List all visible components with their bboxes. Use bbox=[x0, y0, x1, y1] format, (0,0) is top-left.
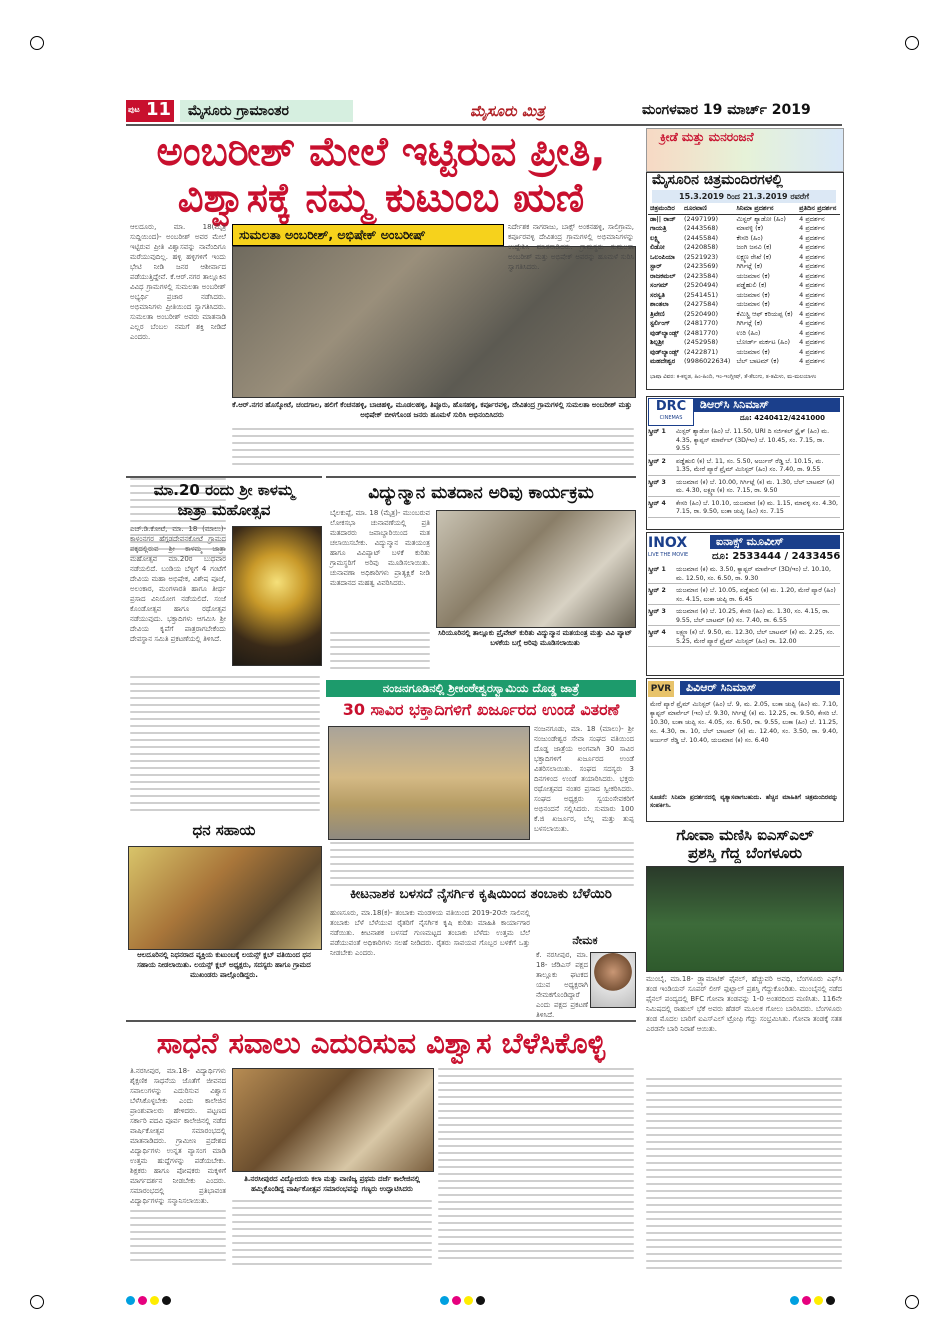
color-registration-bar bbox=[126, 1290, 174, 1309]
cinema-shows: 4 ಪ್ರದರ್ಶನ bbox=[799, 300, 825, 308]
cinema-name: ವುಡ್‌ಲ್ಯಾಂಡ್ಸ್ bbox=[650, 328, 679, 337]
registration-mark-bottom-right bbox=[905, 1295, 919, 1309]
cinema-name: ಒಲಂಪಿಯಾ bbox=[650, 252, 675, 261]
masthead-rule bbox=[126, 124, 842, 126]
color-registration-bar-right bbox=[790, 1290, 838, 1309]
cinema-shows: 4 ಪ್ರದರ್ಶನ bbox=[799, 243, 825, 251]
cinema-film: ಬೆಲ್ ಬಾಟಮ್ (ಕ) bbox=[736, 357, 779, 365]
sports-banner-title: ಕ್ರೀಡೆ ಮತ್ತು ಮನರಂಜನೆ bbox=[660, 130, 754, 144]
voter-headline: ವಿದ್ಯುನ್ಮಾನ ಮತದಾನ ಅರಿವು ಕಾರ್ಯಕ್ರಮ bbox=[368, 483, 594, 503]
football-headline-line1: ಗೋವಾ ಮಣಿಸಿ ಐಎಸ್‌ಎಲ್ bbox=[676, 826, 814, 844]
help-donation-photo bbox=[128, 846, 322, 950]
cinema-phone: (9986022634) bbox=[684, 357, 731, 365]
cinema-phone: (2423584) bbox=[684, 271, 719, 280]
cinema-header-cell: ದೂರವಾಣಿ bbox=[682, 204, 734, 214]
cinema-shows: 4 ಪ್ರದರ್ಶನ bbox=[799, 347, 825, 356]
cinema-shows: 4 ಪ್ರದರ್ಶನ bbox=[799, 233, 825, 242]
cinema-name: ಶಾಂತಲಾ bbox=[650, 300, 669, 308]
page-prefix: ಪುಟ bbox=[128, 105, 140, 114]
cinema-header-cell: ಸಿನಿಮಾ ಪ್ರದರ್ಶನ bbox=[734, 204, 797, 214]
pvr-schedule: ಮೇರೆ ಪ್ಯಾರೆ ಪ್ರೈಮ್ ಮಿನಿಸ್ಟರ್ (ಹಿಂ) ಬೆ. 9, ಮ. 2.05, ಲುಕಾ ಚುಪ್ಪಿ (ಹಿಂ) ಮ. 7.10, ಕ್ಯಾಪ್ಟನ್ ಮಾರ್ವೆಲ್ (ಇಂ) ಬೆ. 9.30, ಗಿರ್ಗಿಟ್ಲೆ (ಕ) ಮ. 12.25, ರಾ. 9.50, ಕೇಸರಿ ಬೆ. 10.30, ಲುಕಾ ಚುಪ್ಪಿ ಸಂ. 4.05, ಸಂ. 6.50, ರಾ. 9.55, ಲುಕಾ (ಹಿಂ) ಬೆ. 11.25, ಸಂ. 4.30, ರಾ. 10, ಬೆಲ್ ಬಾಟಮ್ (ಕ) ಮ. 12.40, ಸಂ. 3.50, ರಾ. 9.40, ಅರ್ಜುನ್ ರೆಡ್ಡಿ ಬೆ. 10.40, ಯಜಮಾನ (ಕ) ಸಂ. 6.40 bbox=[650, 701, 838, 744]
cinema-phone: (2481770) bbox=[684, 319, 719, 327]
cinema-phone: (2423569) bbox=[684, 262, 719, 270]
bottom-caption: ತಿ.ನರಸೀಪುರದ ವಿದ್ಯೋದಯ ಕಲಾ ಮತ್ತು ವಾಣಿಜ್ಯ ಪ್ರಥಮ ದರ್ಜೆ ಕಾಲೇಜಿನಲ್ಲಿ ಹಮ್ಮಿಕೊಂಡಿದ್ದ ವಾರ್ಷಿಕೋತ್ಸವ ಸಮಾರಂಭವನ್ನು ಗಣ್ಯರು ಉದ್ಘಾಟಿಸಿದರು bbox=[244, 1175, 420, 1193]
cinema-row bbox=[648, 272, 840, 282]
cinema-header-cell: ಪ್ರತಿದಿನ ಪ್ರದರ್ಶನ bbox=[797, 204, 840, 214]
cinema-phone: (2427584) bbox=[684, 300, 719, 308]
nanjangud-body: ನಂಜನಗೂಡು, ಮಾ. 18 (ಮಾಲು)- ಶ್ರೀ ನಂಜುಂಡೇಶ್ವರ ಸೇವಾ ಸಂಘದ ವತಿಯಿಂದ ದೊಡ್ಡ ಜಾತ್ರೆಯ ಅಂಗವಾಗಿ 30 ಸಾವಿರ ಭಕ್ತಾದಿಗಳಿಗೆ ಖರ್ಜೂರದ ಉಂಡೆ ವಿತರಿಸಲಾಯಿತು. ಸಂಘದ ಸದಸ್ಯರು 3 ದಿನಗಳಿಂದ ಉಂಡೆ ತಯಾರಿಸಿದರು. ಭಕ್ತರು ರಥೋತ್ಸವದ ನಂತರ ಪ್ರಸಾದ ಸ್ವೀಕರಿಸಿದರು. ಸಂಘದ ಅಧ್ಯಕ್ಷರು ಸ್ವಯಂಸೇವಕರಿಗೆ ಅಭಿನಂದನೆ ಸಲ್ಲಿಸಿದರು. ಸುಮಾರು 100 ಕೆ.ಜಿ ಖರ್ಜೂರ, ಬೆಲ್ಲ ಮತ್ತು ತುಪ್ಪ ಬಳಸಲಾಯಿತು. bbox=[534, 725, 634, 833]
lead-body-left: ಆಲದೂರು, ಮಾ. 18(ಮೈತ್ರ ಸುದ್ದಿಯಿಂದ)- ಅಂಬರೀಶ್ ಅವರ ಮೇಲೆ ಇಟ್ಟಿರುವ ಪ್ರೀತಿ ವಿಶ್ವಾಸವನ್ನು ನಾವೆಂದಿಗೂ ಮರೆಯುವುದಿಲ್ಲ. ಹಳ್ಳಿ ಹಳ್ಳಿಗಳಿಗೆ ಇಂದು ಭೇಟಿ ನೀಡಿ ಜನರ ಆಶೀರ್ವಾದ ಪಡೆಯುತ್ತಿದ್ದೇವೆ. ಕೆ.ಆರ್.ನಗರ ತಾಲ್ಲೂಕಿನ ವಿವಿಧ ಗ್ರಾಮಗಳಲ್ಲಿ ಸುಮಲತಾ ಅಂಬರೀಶ್ ಅಭ್ಯರ್ಥಿ ಪ್ರಚಾರ ನಡೆಸಿದರು. ಅಭಿಮಾನಿಗಳು ಪ್ರೀತಿಯಿಂದ ಸ್ವಾಗತಿಸಿದರು. ಸುಮಲತಾ ಅಂಬರೀಶ್ ಅವರು ಮಾತನಾಡಿ ಎಲ್ಲರ ಬೆಂಬಲ ನಮಗೆ ಶಕ್ತಿ ನೀಡಿದೆ ಎಂದರು. bbox=[130, 223, 226, 341]
pvr-logo: PVR bbox=[648, 681, 674, 697]
cinema-name: ಮಹದೇಶ್ವರ bbox=[650, 357, 676, 365]
tobacco-body: ಹುಣಸೂರು, ಮಾ.18(ಕ)- ತಂಬಾಕು ಮಂಡಳಿಯ ವತಿಯಿಂದ 2019-20ನೇ ಸಾಲಿನಲ್ಲಿ ತಂಬಾಕು ಬೆಳೆ ಬೆಳೆಯುವ ರೈತರಿಗೆ ನೈಸರ್ಗಿಕ ಕೃಷಿ ಕುರಿತು ಮಾಹಿತಿ ಕಾರ್ಯಾಗಾರ ನಡೆಯಿತು. ಕೀಟನಾಶಕ ಬಳಸದೆ ಗುಣಮಟ್ಟದ ತಂಬಾಕು ಬೆಳೆದು ಉತ್ತಮ ಬೆಲೆ ಪಡೆಯುವಂತೆ ಅಧಿಕಾರಿಗಳು ಸಲಹೆ ನೀಡಿದರು. ರೈತರು ಸಾವಯವ ಗೊಬ್ಬರ ಬಳಕೆಗೆ ಒತ್ತು ನೀಡಬೇಕು ಎಂದರು. bbox=[330, 909, 530, 957]
voter-body-more bbox=[330, 632, 430, 678]
inox-logo-sub: LIVE THE MOVIE bbox=[648, 552, 689, 558]
bottom-body-col3 bbox=[438, 1068, 634, 1272]
drc-screen-label: ಸ್ಕ್ರೀನ್ 1 bbox=[648, 428, 666, 435]
kalamma-rule bbox=[126, 476, 322, 478]
cinema-shows: 4 ಪ್ರದರ್ಶನ bbox=[799, 281, 825, 289]
kalamma-body-more bbox=[130, 676, 320, 816]
drc-screen-row bbox=[648, 428, 840, 455]
kalamma-body: ಎಚ್.ಡಿ.ಕೋಟೆ, ಮಾ. 18 (ಮಾಲು)- ಕಾಳಂನಗರ ಹೆಗ್ಗಡದೇವನಕೋಟೆ ಗ್ರಾಮದ ಪಕ್ಕದಲ್ಲಿರುವ ಶ್ರೀ ಕಾಳಮ್ಮ ಜಾತ್ರಾ ಮಹೋತ್ಸವ ಮಾ.20ರ ಬುಧವಾರ ನಡೆಯಲಿದೆ. ಬಂಡಿಯ ಬೆಳ್ಳಿಗೆ 4 ಗಂಟೆಗೆ ದೇವಿಯ ಮಹಾ ಅಭಿಷೇಕ, ವಿಶೇಷ ಪೂಜೆ, ಅಲಂಕಾರ, ಮಂಗಳಾರತಿ ಹಾಗೂ ತೀರ್ಥ ಪ್ರಸಾದ ವಿನಿಯೋಗ ನಡೆಯಲಿದೆ. ಸಂಜೆ ಕೊಂಡೋತ್ಸವ ಹಾಗೂ ರಥೋತ್ಸವ ನಡೆಯುವುದು. ಭಕ್ತಾದಿಗಳು ಆಗಮಿಸಿ ಶ್ರೀ ದೇವಿಯ ಕೃಪೆಗೆ ಪಾತ್ರರಾಗಬೇಕೆಂದು ದೇವಸ್ಥಾನ ಸಮಿತಿ ಪ್ರಕಟಣೆಯಲ್ಲಿ ತಿಳಿಸಿದೆ. bbox=[130, 525, 226, 643]
lead-body-bottom bbox=[232, 428, 634, 472]
cinema-shows: 4 ಪ್ರದರ್ಶನ bbox=[799, 357, 825, 365]
cinema-phone: (2420858) bbox=[684, 243, 719, 251]
cinema-film: ಯಜಮಾನ (ಕ) bbox=[736, 271, 770, 280]
lead-rally-photo bbox=[232, 246, 636, 398]
drc-title: ಡಿಆರ್‌ಸಿ ಸಿನಿಮಾಸ್ bbox=[694, 398, 840, 412]
cinema-film: ಉರಿ (ಹಿಂ) bbox=[736, 328, 761, 337]
inox-screen-times: ಯಜಮಾನ (ಕ) ಬೆ. 10.25, ಕೇಸರಿ (ಹಿಂ) ಮ. 1.30, ಸಂ. 4.15, ರಾ. 9.55, ಬೆಲ್ ಬಾಟಮ್ (ಕ) ಸಂ. 7.40, ರಾ. 6.55 bbox=[676, 608, 830, 624]
nanjangud-headline: 30 ಸಾವಿರ ಭಕ್ತಾದಿಗಳಿಗೆ ಖರ್ಜೂರದ ಉಂಡೆ ವಿತರಣೆ bbox=[342, 700, 620, 719]
bottom-body-col2 bbox=[232, 1200, 432, 1272]
inox-screen-label: ಸ್ಕ್ರೀನ್ 3 bbox=[648, 608, 666, 615]
inox-screen-label: ಸ್ಕ್ರೀನ್ 2 bbox=[648, 587, 666, 594]
cinema-row bbox=[648, 224, 840, 234]
inox-screen-times: ಯಜಮಾನ (ಕ) ಬೆ. 10.05, ಪಡ್ಡೆಹುಲಿ (ಕ) ಮ. 1.20, ಮೇರೆ ಪ್ಯಾರೆ (ಹಿಂ) ಸಂ. 4.15, ಲುಕಾ ಚುಪ್ಪಿ ರಾ. 6.45 bbox=[676, 587, 836, 603]
football-body: ಮುಂಬೈ, ಮಾ.18- ಡ್ರ್ಯಾಮಾಟಿಕ್ ಫೈನಲ್, ಹೆಚ್ಚುವರಿ ಅವಧಿ, ಬೆಂಗಳೂರು ಎಫ್‌ಸಿ ತಂಡ ಇಂಡಿಯನ್ ಸೂಪರ್ ಲೀಗ್ ಫುಟ್ಬಾಲ್ ಪ್ರಶಸ್ತಿ ಗೆದ್ದುಕೊಂಡಿತು. ಮುಂಬೈನಲ್ಲಿ ನಡೆದ ಫೈನಲ್ ಪಂದ್ಯದಲ್ಲಿ BFC ಗೋವಾ ತಂಡವನ್ನು 1-0 ಅಂತರದಿಂದ ಮಣಿಸಿತು. 116ನೇ ನಿಮಿಷದಲ್ಲಿ ರಾಹುಲ್ ಭೆಕೆ ಅವರು ಹೆಡರ್ ಮೂಲಕ ಗೋಲು ಬಾರಿಸಿದರು. ಬೆಂಗಳೂರು ತಂಡ ಮೊದಲ ಬಾರಿಗೆ ಐಎಸ್‌ಎಲ್ ಟ್ರೋಫಿ ಗೆದ್ದು ಸಂಭ್ರಮಿಸಿತು. ಗೋವಾ ತಂಡಕ್ಕೆ ಸತತ ಎರಡನೇ ಬಾರಿ ನಿರಾಶೆ ಆಯಿತು. bbox=[646, 975, 842, 1033]
football-photo bbox=[646, 866, 844, 972]
cinema-title: ಮೈಸೂರಿನ ಚಿತ್ರಮಂದಿರಗಳಲ್ಲಿ bbox=[652, 172, 783, 188]
cinema-name: ಸರಸ್ವತಿ bbox=[650, 290, 665, 299]
cinema-phone: (2520490) bbox=[684, 309, 719, 318]
bottom-body: ತಿ.ನರಸೀಪುರ, ಮಾ.18- ವಿದ್ಯಾರ್ಥಿಗಳು ಶೈಕ್ಷಣಿಕ ಸಾಧನೆಯ ಜೊತೆಗೆ ಜೀವನದ ಸವಾಲುಗಳನ್ನು ಎದುರಿಸುವ ವಿಶ್ವಾಸ ಬೆಳೆಸಿಕೊಳ್ಳಬೇಕು ಎಂದು ಕಾಲೇಜಿನ ಪ್ರಾಂಶುಪಾಲರು ಹೇಳಿದರು. ಪಟ್ಟಣದ ಸರ್ಕಾರಿ ಪದವಿ ಪೂರ್ವ ಕಾಲೇಜಿನಲ್ಲಿ ನಡೆದ ವಾರ್ಷಿಕೋತ್ಸವ ಸಮಾರಂಭದಲ್ಲಿ ಮಾತನಾಡಿದರು. ಗ್ರಾಮೀಣ ಪ್ರದೇಶದ ವಿದ್ಯಾರ್ಥಿಗಳು ಉನ್ನತ ವ್ಯಾಸಂಗ ಮಾಡಿ ಉತ್ತಮ ಹುದ್ದೆಗಳನ್ನು ಪಡೆಯಬೇಕು. ಶಿಕ್ಷಕರು ಹಾಗೂ ಪೋಷಕರು ಮಕ್ಕಳಿಗೆ ಮಾರ್ಗದರ್ಶನ ನೀಡಬೇಕು ಎಂದರು. ಸಮಾರಂಭದಲ್ಲಿ ಪ್ರತಿಭಾವಂತ ವಿದ್ಯಾರ್ಥಿಗಳನ್ನು ಸನ್ಮಾನಿಸಲಾಯಿತು. bbox=[130, 1067, 226, 1205]
cinema-table-wrap bbox=[648, 204, 840, 370]
cinema-name: ಗಾಯತ್ರಿ bbox=[650, 224, 667, 232]
cinema-shows: 4 ಪ್ರದರ್ಶನ bbox=[799, 319, 825, 327]
cinema-phone: (2520494) bbox=[684, 281, 719, 289]
cinema-film: ಪಡ್ಡೆಹುಲಿ (ಕ) bbox=[736, 281, 767, 289]
lead-subhead: ಸುಮಲತಾ ಅಂಬರೀಶ್, ಅಭಿಷೇಕ್ ಅಂಬರೀಷ್ bbox=[232, 224, 504, 246]
cinema-phone: (2541451) bbox=[684, 290, 719, 299]
cinema-film: ಕೆಮಿಸ್ಟ್ರಿ ಆಫ್ ಕರಿಯಪ್ಪ (ಕ) bbox=[736, 309, 793, 318]
cinema-film: ಜಂಗಿ ಜನವಿ (ಕ) bbox=[736, 243, 772, 251]
bottom-body-more bbox=[130, 1210, 226, 1270]
cinema-name: ಲಕ್ಷ್ಮಿ bbox=[650, 233, 660, 242]
cinema-name: ತ್ರಿವೇಣಿ bbox=[650, 309, 665, 318]
inox-screen-row bbox=[648, 587, 840, 605]
cinema-film: ಯಜಮಾನ (ಕ) bbox=[736, 347, 770, 356]
cinema-row bbox=[648, 253, 840, 263]
pvr-title: ಪಿವಿಆರ್ ಸಿನಿಮಾಸ್ bbox=[680, 681, 840, 695]
cinema-phone: (2443568) bbox=[684, 224, 719, 232]
inox-screen-times: ಲಕ್ಷ್ಮಣ (ಕ) ಬೆ. 9.50, ಮ. 12.30, ಬೆಲ್ ಬಾಟಮ್ (ಕ) ಮ. 2.25, ಸಂ. 5.25, ಮೇರೆ ಪ್ಯಾರೆ ಪ್ರೈಮ್ ಮಿನಿಸ್ಟರ್ (ಹಿಂ) ರಾ. 12.00 bbox=[676, 629, 835, 645]
cinema-film: ಲಕ್ಷ್ಮಣ ರೇಖೆ (ಕ) bbox=[736, 252, 772, 261]
cinema-footer: ಭಾಷಾ ವಿವರ: ಕ-ಕನ್ನಡ, ಹಿಂ-ಹಿಂದಿ, ಇಂ-ಇಂಗ್ಲೀಷ್, ತೆ-ತೆಲುಗು, ತ-ತಮಿಳು, ಮ-ಮಲಯಾಳಂ bbox=[650, 374, 817, 380]
cinema-film: ಮಾವಳ್ಳಿ (ಕ) bbox=[736, 224, 764, 232]
cinema-film: ಕೇಸರಿ (ಹಿಂ) bbox=[736, 233, 763, 242]
inox-title: ಐನಾಕ್ಸ್ ಮೂವೀಸ್ bbox=[710, 535, 840, 549]
cinema-shows: 4 ಪ್ರದರ್ಶನ bbox=[799, 262, 825, 270]
lead-body-right: ನಿರ್ದೇಶಕ ನಾಗರಾಜು, ಬಾಕ್ಸ್ ಅಂಕನಹಳ್ಳಿ, ಸಾಲಿಗ್ರಾಮ, ಕರ್ಪೂರವಳ್ಳಿ ದೇವಿತಂದ್ರ ಗ್ರಾಮಗಳಲ್ಲಿ ಅಭಿಮಾನಿಗಳನ್ನು ಉದ್ದೇಶಿಸಿ ಮಾತನಾಡಿದರು. ಗ್ರಾಮಸ್ಥರು ಸುಮಲತಾ ಅಂಬರೀಶ್ ಮತ್ತು ಅಭಿಷೇಕ್ ಅವರನ್ನು ಹೂಮಳೆ ಸುರಿಸಿ ಸ್ವಾಗತಿಸಿದರು. bbox=[508, 223, 634, 271]
cinema-row bbox=[648, 338, 840, 348]
cinema-row bbox=[648, 319, 840, 329]
football-headline-line2: ಪ್ರಶಸ್ತಿ ಗೆದ್ದ ಬೆಂಗಳೂರು bbox=[688, 844, 802, 862]
registration-mark-top-right bbox=[905, 36, 919, 50]
cinema-film: ಯಜಮಾನ (ಕ) bbox=[736, 300, 770, 308]
cinema-row bbox=[648, 357, 840, 367]
cinema-dates: 15.3.2019 ರಿಂದ 21.3.2019 ರವರೆಗೆ bbox=[652, 190, 836, 203]
cinema-shows: 4 ಪ್ರದರ್ಶನ bbox=[799, 309, 825, 318]
kalamma-headline-line2: ಜಾತ್ರಾ ಮಹೋತ್ಸವ bbox=[177, 501, 271, 519]
cinema-phone: (2445584) bbox=[684, 233, 719, 242]
inox-screen-row bbox=[648, 629, 840, 647]
cinema-shows: 4 ಪ್ರದರ್ಶನ bbox=[799, 271, 825, 280]
appointment-headline: ನೇಮಕ bbox=[572, 934, 598, 947]
cinema-film: ಯಜಮಾನ (ಕ) bbox=[736, 290, 770, 299]
cinema-film: ಮಿಸ್ಟರ್ ಶ್ಯಾಡೋ (ಹಿಂ) bbox=[736, 214, 786, 223]
help-headline: ಧನ ಸಹಾಯ bbox=[192, 821, 256, 839]
drc-screen-label: ಸ್ಕ್ರೀನ್ 4 bbox=[648, 499, 666, 507]
cinema-name: ಲಿಡೋ bbox=[650, 243, 665, 251]
cinema-film: ಗಿರ್ಗಿಟ್ಲೆ (ಕ) bbox=[736, 262, 763, 270]
inox-logo bbox=[648, 535, 706, 563]
cinema-name: ಸಂಗಮ್ bbox=[650, 281, 669, 289]
drc-screen-label: ಸ್ಕ್ರೀನ್ 3 bbox=[648, 478, 666, 486]
cinema-shows: 4 ಪ್ರದರ್ಶನ bbox=[799, 338, 825, 346]
kalamma-headline-line1: ಮಾ.20 ರಂದು ಶ್ರೀ ಕಾಳಮ್ಮ bbox=[153, 481, 295, 499]
drc-logo-text: DRC bbox=[655, 399, 687, 414]
cinema-phone: (2481770) bbox=[684, 328, 719, 337]
lead-headline-line1: ಅಂಬರೀಶ್ ಮೇಲೆ ಇಟ್ಟಿರುವ ಪ್ರೀತಿ, bbox=[156, 129, 606, 175]
cinema-film: ಬೋರ್ಡ್ ಮರ್ಕಟ (ಹಿಂ) bbox=[736, 338, 791, 346]
lead-photo-caption: ಕೆ.ಆರ್.ನಗರ ಹೊಸ್ಕೋಟೆ, ಚಂದಗಾಲ, ಹಲಿಗೆ ಕೆಂಚನಹಳ್ಳಿ, ಬಾಚಿಹಳ್ಳಿ, ಮೂಡಲಹಳ್ಳಿ, ತಿಪ್ಪೂರು, ಹೊಸಹಳ್ಳಿ, ಕರ್ಪೂರವಳ್ಳಿ, ದೇವಿತಂದ್ರ ಗ್ರಾಮಗಳಲ್ಲಿ ಸುಮಲತಾ ಅಂಬರೀಶ್ ಮತ್ತು ಅಭಿಷೇಕ್ ಬೀಳಗೊಂಡ ಜನರು ಹೂಮಳೆ ಸುರಿಸಿ ಅಭಿನಂದಿಸಿದರು bbox=[232, 401, 632, 419]
cinema-row bbox=[648, 310, 840, 320]
cinema-film: ಗಿರ್ಗಿಟ್ಲೆ (ಕ) bbox=[736, 319, 763, 327]
drc-screen-row bbox=[648, 500, 840, 518]
drc-screen-times: ಕೇಸರಿ (ಹಿಂ) ಬೆ. 10.10, ಯಜಮಾನ (ಕ) ಮ. 1.15, ಮಾವಳ್ಳಿ ಸಂ. 4.30, 7.15, ರಾ. 9.50, ಲುಕಾ ಚುಪ್ಪಿ (ಹಿಂ) ಸಂ. 7.15 bbox=[676, 499, 839, 515]
cinema-name: ಶಿಲ್ಪಶ್ರೀ bbox=[650, 338, 664, 346]
inox-screen-row bbox=[648, 566, 840, 584]
drc-logo bbox=[648, 398, 694, 426]
cinema-row bbox=[648, 262, 840, 272]
drc-screen-times: ಪಡ್ಡೆಹುಲಿ (ಕ) ಬೆ. 11, ಸಂ. 5.50, ಅರ್ಜುನ್ ರೆಡ್ಡಿ ಬೆ. 10.15, ಮ. 1.35, ಮೇರೆ ಪ್ಯಾರೆ ಪ್ರೈಮ್ ಮಿನಿಸ್ಟರ್ (ಹಿಂ) ಸಂ. 7.40, ರಾ. 9.55 bbox=[676, 457, 824, 473]
voter-caption: ಸಿರಿಯೂರಿನಲ್ಲಿ ತಾಲ್ಲೂಕು ಪ್ರೈವೇಟ್ ಕುರಿತು ವಿದ್ಯುನ್ಮಾನ ಮತಯಂತ್ರ ಮತ್ತು ವಿವಿ ಪ್ಯಾಟ್ ಬಳಕೆಯ ಬಗ್ಗೆ ಅರಿವು ಮೂಡಿಸಲಾಯಿತು bbox=[438, 629, 632, 647]
cinema-shows: 4 ಪ್ರದರ್ಶನ bbox=[799, 290, 825, 299]
cinema-phone: (2452958) bbox=[684, 338, 719, 346]
cinema-row bbox=[648, 214, 840, 224]
paper-name: ಮೈಸೂರು ಮಿತ್ರ bbox=[470, 102, 545, 120]
registration-mark-bottom-left bbox=[30, 1295, 44, 1309]
drc-screen-row bbox=[648, 479, 840, 497]
color-registration-bar-center bbox=[440, 1290, 488, 1309]
cinema-row bbox=[648, 281, 840, 291]
cinema-row bbox=[648, 329, 840, 339]
nanjangud-kicker: ನಂಜನಗೂಡಿನಲ್ಲಿ ಶ್ರೀಕಂಠೇಶ್ವರಸ್ವಾಮಿಯ ದೊಡ್ಡ ಜಾತ್ರೆ bbox=[326, 680, 636, 697]
drc-screen-list bbox=[648, 428, 840, 521]
inox-screen-label: ಸ್ಕ್ರೀನ್ 1 bbox=[648, 566, 666, 573]
cinema-name: ಡಾ|| ರಾಜ್ bbox=[650, 214, 676, 223]
cinema-row bbox=[648, 234, 840, 244]
section-title: ಮೈಸೂರು ಗ್ರಾಮಾಂತರ bbox=[180, 100, 353, 122]
pvr-note: ಸೂಚನೆ: ಸಿನಿಮಾ ಪ್ರದರ್ಶನದಲ್ಲಿ ವ್ಯತ್ಯಾಸವಾಗಬಹುದು. ಹೆಚ್ಚಿನ ಮಾಹಿತಿಗೆ ಚಿತ್ರಮಂದಿರವನ್ನು ಸಂಪರ್ಕಿಸಿ. bbox=[650, 794, 838, 809]
voter-rule bbox=[326, 476, 636, 478]
registration-mark-top-left bbox=[30, 36, 44, 50]
cinema-name: ಸ್ಟರ್ಲಿಂಗ್ bbox=[650, 319, 670, 327]
inox-phone: ದೂ: 2533444 / 2433456 bbox=[712, 551, 841, 562]
lead-headline-line2: ವಿಶ್ವಾಸಕ್ಕೆ ನಮ್ಮ ಕುಟುಂಬ ಋಣಿ bbox=[177, 175, 585, 221]
cinema-table bbox=[648, 204, 840, 367]
cinema-name: ಸ್ಟಾರ್ bbox=[650, 262, 662, 270]
cinema-phone: (2422871) bbox=[684, 347, 719, 356]
voter-body: ಬೈಲಕುಪ್ಪೆ, ಮಾ. 18 (ಮೈತ್ರ)- ಮುಂಬರುವ ಲೋಕಸಭಾ ಚುನಾವಣೆಯಲ್ಲಿ ಪ್ರತಿ ಮತದಾರರು ಜವಾಬ್ದಾರಿಯಿಂದ ಮತ ಚಲಾಯಿಸಬೇಕು. ವಿದ್ಯುನ್ಮಾನ ಮತಯಂತ್ರ ಹಾಗೂ ವಿವಿಪ್ಯಾಟ್ ಬಳಕೆ ಕುರಿತು ಗ್ರಾಮಸ್ಥರಿಗೆ ಅರಿವು ಮೂಡಿಸಲಾಯಿತು. ಚುನಾವಣಾ ಅಧಿಕಾರಿಗಳು ಪ್ರಾತ್ಯಕ್ಷಿಕೆ ನೀಡಿ ಮತದಾನದ ಮಹತ್ವ ವಿವರಿಸಿದರು. bbox=[330, 509, 430, 587]
cinema-row bbox=[648, 291, 840, 301]
drc-screen-row bbox=[648, 458, 840, 476]
cinema-shows: 4 ಪ್ರದರ್ಶನ bbox=[799, 328, 825, 337]
cinema-row bbox=[648, 348, 840, 358]
appointment-body: ಕೆ. ನರಸೀಪುರ, ಮಾ. 18- ಜೆಡಿಎಸ್ ಪಕ್ಷದ ತಾಲ್ಲೂಕು ಘಟಕದ ಯುವ ಅಧ್ಯಕ್ಷರಾಗಿ ನೇಮಕಗೊಂಡಿದ್ದಾರೆ ಎಂದು ಪಕ್ಷದ ಪ್ರಕಟಣೆ ತಿಳಿಸಿದೆ. bbox=[536, 951, 588, 1019]
drc-screen-label: ಸ್ಕ್ರೀನ್ 2 bbox=[648, 457, 666, 465]
appointment-portrait bbox=[590, 952, 636, 1008]
cinema-name: ರಾಜಕಮಲ್ bbox=[650, 271, 676, 280]
bottom-headline: ಸಾಧನೆ ಸವಾಲು ಎದುರಿಸುವ ವಿಶ್ವಾಸ ಬೆಳೆಸಿಕೊಳ್ಳಿ bbox=[156, 1026, 606, 1060]
drc-screen-times: ಮಿಸ್ಟರ್ ಶ್ಯಾಡೋ (ಹಿಂ) ಬೆ. 11.50, URI ದಿ ಸರ್ಜಿಕಲ್ ಸ್ಟ್ರೈಕ್ (ಹಿಂ) ಮ. 4.35, ಕ್ಯಾಪ್ಟನ್ ಮಾರ್ವೆಲ್ (3D/ಇಂ) ಬೆ. 10.45, ಸಂ. 7.15, ರಾ. 9.55 bbox=[676, 428, 830, 452]
voter-evm-photo bbox=[436, 510, 636, 628]
cinema-shows: 4 ಪ್ರದರ್ಶನ bbox=[799, 214, 825, 223]
cinema-phone: (2497199) bbox=[684, 214, 719, 223]
inox-screen-times: ಯಜಮಾನ (ಕ) ಮ. 3.50, ಕ್ಯಾಪ್ಟನ್ ಮಾರ್ವೆಲ್ (3D/ಇಂ) ಬೆ. 10.10, ಮ. 12.50, ಸಂ. 6.50, ರಾ. 9.30 bbox=[676, 566, 831, 582]
help-caption: ಆಲದೂರಿನಲ್ಲಿ ನಿಧನರಾದ ವ್ಯಕ್ತಿಯ ಕುಟುಂಬಕ್ಕೆ ಲಯನ್ಸ್ ಕ್ಲಬ್ ವತಿಯಿಂದ ಧನ ಸಹಾಯ ನೀಡಲಾಯಿತು. ಲಯನ್ಸ್ ಕ್ಲಬ್ ಅಧ್ಯಕ್ಷರು, ಸದಸ್ಯರು ಹಾಗೂ ಗ್ರಾಮದ ಮುಖಂಡರು ಪಾಲ್ಗೊಂಡಿದ್ದರು. bbox=[137, 951, 311, 979]
tobacco-headline: ಕೀಟನಾಶಕ ಬಳಸದೆ ನೈಸರ್ಗಿಕ ಕೃಷಿಯಿಂದ ತಂಬಾಕು ಬೆಳೆಯಿರಿ bbox=[350, 886, 612, 902]
bottom-rule bbox=[126, 1020, 636, 1022]
page-number: 11 bbox=[146, 99, 172, 120]
drc-phone: ದೂ: 4240412/4241000 bbox=[740, 414, 825, 422]
cinema-header-cell: ಚಿತ್ರಮಂದಿರ bbox=[648, 204, 682, 214]
cinema-shows: 4 ಪ್ರದರ್ಶನ bbox=[799, 224, 825, 232]
cinema-row bbox=[648, 300, 840, 310]
issue-date: ಮಂಗಳವಾರ 19 ಮಾರ್ಚ್ 2019 bbox=[642, 102, 811, 118]
kalamma-deity-photo bbox=[232, 526, 322, 666]
inox-screen-label: ಸ್ಕ್ರೀನ್ 4 bbox=[648, 629, 666, 636]
cinema-phone: (2521923) bbox=[684, 252, 719, 261]
inox-logo-text: INOX bbox=[648, 535, 688, 551]
cinema-name: ವುಡ್‌ಲ್ಯಾಂಡ್ಸ್ bbox=[650, 347, 679, 356]
inox-screen-row bbox=[648, 608, 840, 626]
bottom-college-photo bbox=[232, 1068, 434, 1172]
nanjangud-laddu-photo bbox=[328, 726, 530, 840]
drc-logo-sub: CINEMAS bbox=[659, 415, 683, 421]
inox-screen-list bbox=[648, 566, 840, 650]
cinema-row bbox=[648, 243, 840, 253]
drc-screen-times: ಯಜಮಾನ (ಕ) ಬೆ. 10.00, ಗಿರ್ಗಿಟ್ಲೆ (ಕ) ಮ. 1.30, ಬೆಲ್ ಬಾಟಮ್ (ಕ) ಮ. 4.30, ಲಕ್ಷ್ಮಣ (ಕ) ಸಂ. 7.15, ರಾ. 9.50 bbox=[676, 478, 835, 494]
football-body-more bbox=[646, 1078, 842, 1278]
cinema-shows: 4 ಪ್ರದರ್ಶನ bbox=[799, 252, 825, 261]
